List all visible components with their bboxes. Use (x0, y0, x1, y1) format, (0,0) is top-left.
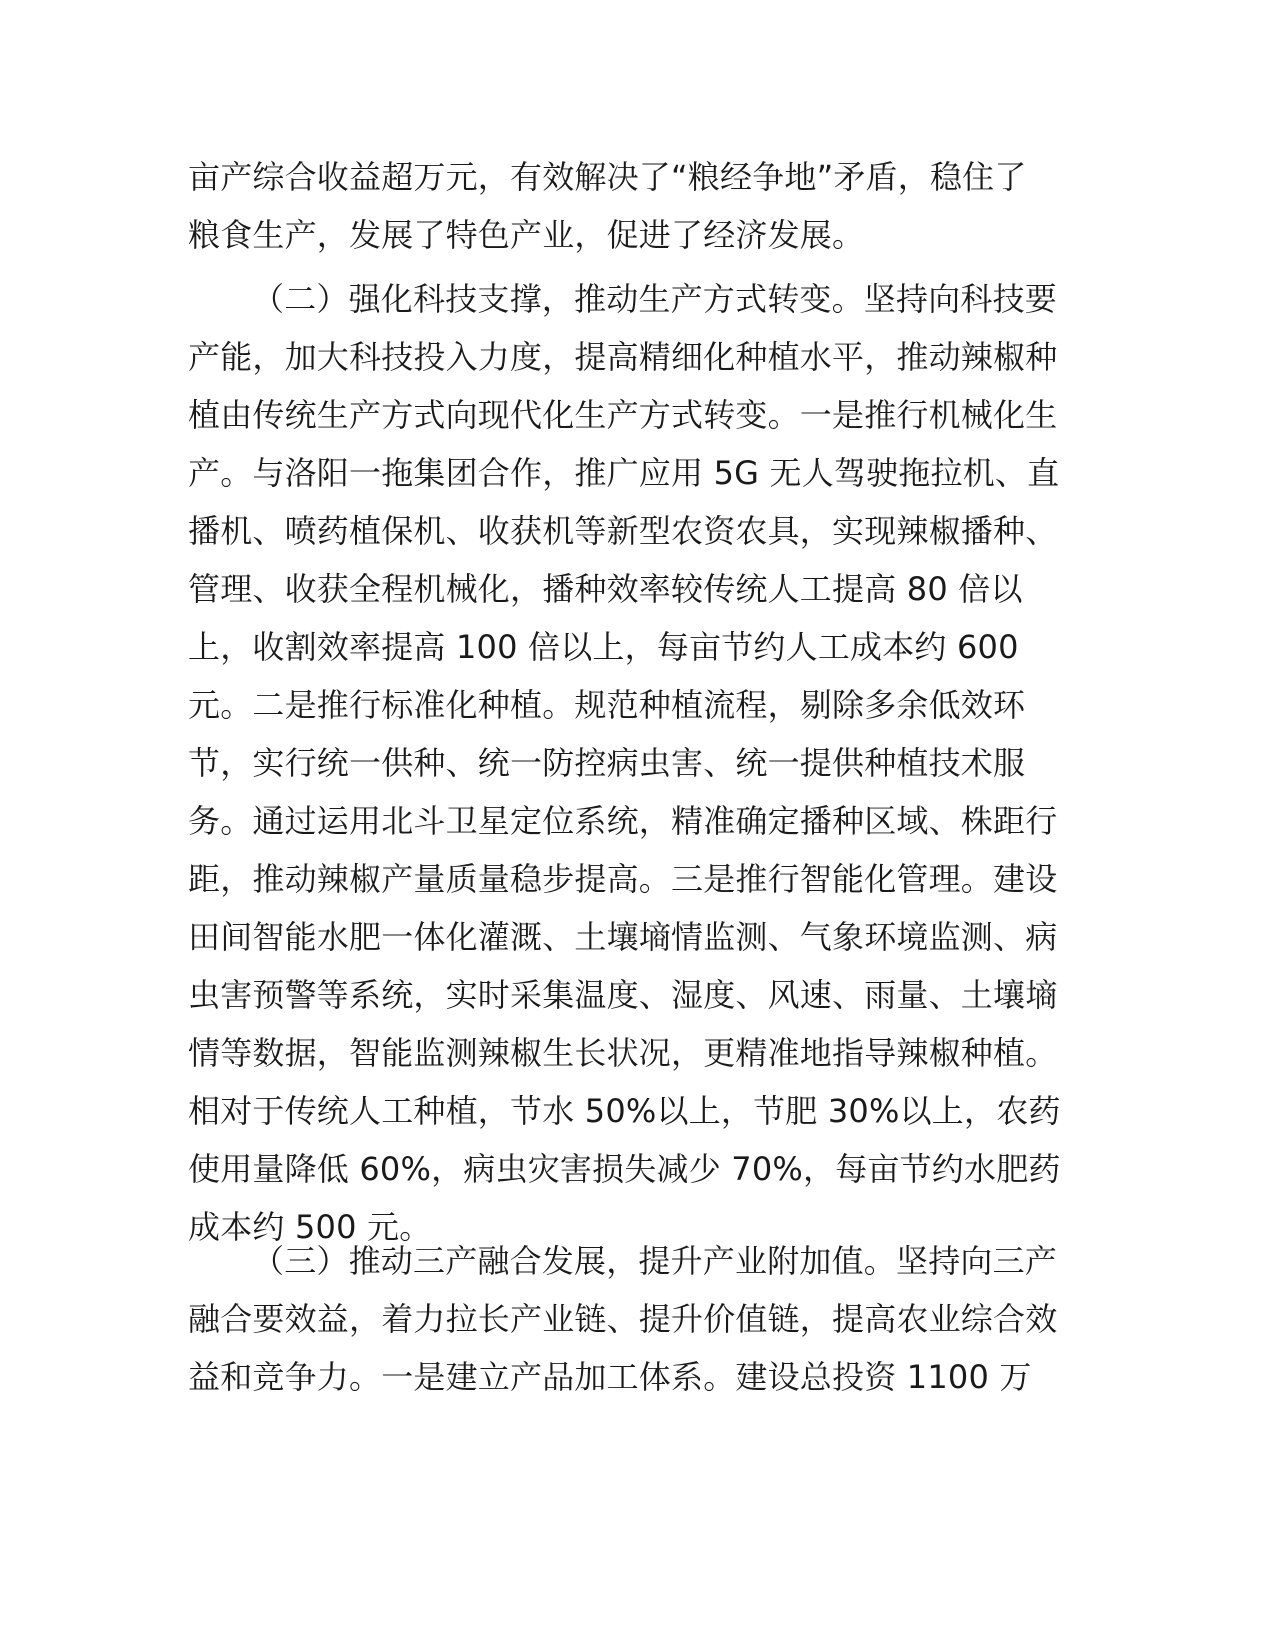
text-line: 节，实行统一供种、统一防控病虫害、统一提供种植技术服 (188, 744, 1026, 782)
text-line: 虫害预警等系统，实时采集温度、湿度、风速、雨量、土壤墒 (188, 976, 1058, 1014)
text-line: 融合要效益，着力拉长产业链、提升价值链，提高农业综合效 (188, 1300, 1058, 1338)
text-line: 管理、收获全程机械化，播种效率较传统人工提高 80 倍以 (188, 570, 1023, 608)
text-line: 产能，加大科技投入力度，提高精细化种植水平，推动辣椒种 (188, 338, 1058, 376)
section-heading-line: （二）强化科技支撑，推动生产方式转变。坚持向科技要 (252, 280, 1058, 318)
text-line: 使用量降低 60%，病虫灾害损失减少 70%，每亩节约水肥药 (188, 1150, 1061, 1188)
section-heading-line: （三）推动三产融合发展，提升产业附加值。坚持向三产 (252, 1242, 1058, 1280)
paragraph-section-3 (188, 1232, 1088, 1406)
text-line: 元。二是推行标准化种植。规范种植流程，剔除多余低效环 (188, 686, 1026, 724)
text-line: 田间智能水肥一体化灌溉、土壤墒情监测、气象环境监测、病 (188, 918, 1058, 956)
text-line: 上，收割效率提高 100 倍以上，每亩节约人工成本约 600 (188, 628, 1019, 666)
text-line: 产。与洛阳一拖集团合作，推广应用 5G 无人驾驶拖拉机、直 (188, 454, 1060, 492)
text-line: 亩产综合收益超万元，有效解决了“粮经争地”矛盾，稳住了 (188, 158, 1027, 196)
text-line: 植由传统生产方式向现代化生产方式转变。一是推行机械化生 (188, 396, 1058, 434)
text-line: 距，推动辣椒产量质量稳步提高。三是推行智能化管理。建设 (188, 860, 1058, 898)
text-line: 相对于传统人工种植，节水 50%以上，节肥 30%以上，农药 (188, 1092, 1061, 1130)
paragraph-section-2 (188, 270, 1088, 1256)
text-line: 成本约 500 元。 (188, 1208, 432, 1246)
text-line: 播机、喷药植保机、收获机等新型农资农具，实现辣椒播种、 (188, 512, 1058, 550)
text-line: 务。通过运用北斗卫星定位系统，精准确定播种区域、株距行 (188, 802, 1058, 840)
paragraph-continuation (188, 148, 1088, 264)
text-line: 益和竞争力。一是建立产品加工体系。建设总投资 1100 万 (188, 1358, 1032, 1396)
text-line: 粮食生产，发展了特色产业，促进了经济发展。 (188, 216, 865, 254)
text-line: 情等数据，智能监测辣椒生长状况，更精准地指导辣椒种植。 (188, 1034, 1058, 1072)
